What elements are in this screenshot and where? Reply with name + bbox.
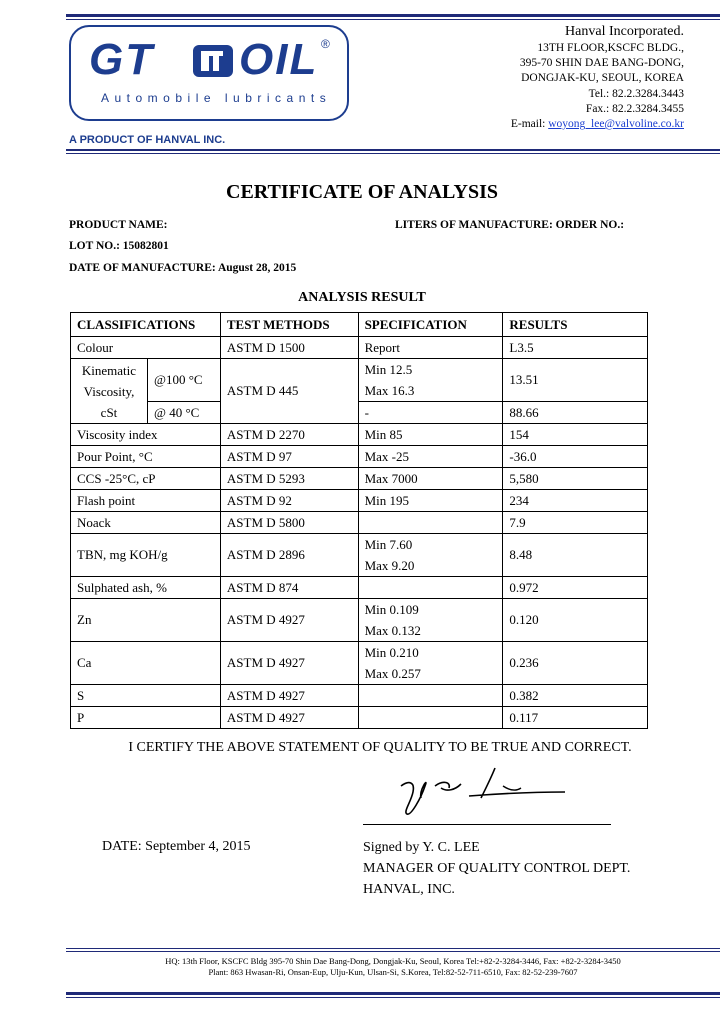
header-test-methods: TEST METHODS [220,313,358,337]
cell-result: 7.9 [503,512,648,534]
cell-spec [358,685,503,707]
footer-hq: HQ: 13th Floor, KSCFC Bldg 395-70 Shin Dae Bang-Dong, Dongjak-Ku, Seoul, Korea Tel:+82-2-3284-3446, Fax: +82-2-3284-3450 [165,956,621,966]
signer-company: HANVAL, INC. [363,882,455,897]
table-row [71,599,648,642]
cell-result: 154 [503,424,648,446]
spec-max: Max 0.257 [364,666,421,681]
cell-spec: Min 85 [358,424,503,446]
cell-classification: S [71,685,221,707]
cell-method: ASTM D 1500 [220,337,358,359]
signature-line [363,824,611,825]
spec-max: Max 0.132 [364,623,421,638]
cell-result: 13.51 [503,359,648,402]
section-title: ANALYSIS RESULT [298,290,426,305]
oil-can-icon [189,41,237,81]
header-rule-thin [66,19,720,20]
cell-classification: Colour [71,337,221,359]
table-row [71,359,648,402]
spec-max: Max 16.3 [364,383,415,398]
cell-spec: Report [358,337,503,359]
cell-method: ASTM D 4927 [220,707,358,729]
company-logo [69,25,349,121]
company-name: Hanval Incorporated. [565,24,684,39]
company-contact-block [511,23,684,132]
table-row [71,534,648,577]
cell-spec [358,534,503,577]
footer-address [66,956,720,978]
cell-result: 234 [503,490,648,512]
spec-min: Min 0.109 [364,602,419,617]
spec-min: Min 7.60 [364,537,413,552]
cell-spec [358,707,503,729]
bottom-rule-thin [66,997,720,998]
cell-classification: Pour Point, °C [71,446,221,468]
cell-method: ASTM D 5293 [220,468,358,490]
cell-spec [358,359,503,402]
cell-spec: Min 195 [358,490,503,512]
table-row [71,642,648,685]
email-link[interactable]: woyong_lee@valvoline.co.kr [548,118,684,131]
cell-result: 0.117 [503,707,648,729]
cell-method: ASTM D 2270 [220,424,358,446]
logo-tagline: Automobile lubricants [101,91,332,105]
cell-classification: Viscosity index [71,424,221,446]
logo-text-left: GT [89,35,155,84]
cell-method: ASTM D 874 [220,577,358,599]
analysis-table [70,312,648,729]
cell-result: 5,580 [503,468,648,490]
table-row [71,577,648,599]
table-header-row [71,313,648,337]
cell-classification: P [71,707,221,729]
company-address-1: 13TH FLOOR,KSCFC BLDG., [537,42,684,54]
cell-spec [358,642,503,685]
cell-classification: Flash point [71,490,221,512]
cell-classification: Noack [71,512,221,534]
table-row [71,512,648,534]
cell-result: 0.972 [503,577,648,599]
company-tel: Tel.: 82.2.3284.3443 [588,87,684,100]
cell-result: 0.382 [503,685,648,707]
table-row [71,337,648,359]
cell-temp-40: @ 40 °C [147,402,220,424]
cell-result: 0.236 [503,642,648,685]
company-address-2: 395-70 SHIN DAE BANG-DONG, [519,57,684,70]
cell-method: ASTM D 92 [220,490,358,512]
company-email-line [511,117,684,132]
page-title: CERTIFICATE OF ANALYSIS [226,181,498,203]
footer-rule [66,948,720,949]
header-classifications: CLASSIFICATIONS [71,313,221,337]
cell-classification: Ca [71,642,221,685]
certification-statement: I CERTIFY THE ABOVE STATEMENT OF QUALITY TO BE TRUE AND CORRECT. [128,740,632,755]
cell-temp-100: @100 °C [147,359,220,402]
product-name-label: PRODUCT NAME: [69,219,168,231]
table-row [71,468,648,490]
cell-result: L3.5 [503,337,648,359]
cell-spec: Max -25 [358,446,503,468]
cell-spec [358,599,503,642]
signer-title: MANAGER OF QUALITY CONTROL DEPT. [363,861,631,876]
cell-spec [358,577,503,599]
signer-name: Signed by Y. C. LEE [363,840,480,855]
cell-method: ASTM D 4927 [220,599,358,642]
certificate-date: DATE: September 4, 2015 [102,839,251,854]
cell-method: ASTM D 4927 [220,685,358,707]
logo-text-right: OIL [239,35,319,84]
signature [395,762,570,818]
table-row [71,707,648,729]
email-label: E-mail: [510,118,546,131]
product-line: A PRODUCT OF HANVAL INC. [69,134,226,146]
cell-method: ASTM D 5800 [220,512,358,534]
cell-kinematic-viscosity [71,359,148,424]
header-rule [66,14,720,17]
company-fax: Fax.: 82.2.3284.3455 [585,102,684,115]
cell-result: 8.48 [503,534,648,577]
spec-max: Max 9.20 [364,558,415,573]
table-row [71,424,648,446]
header-results: RESULTS [503,313,648,337]
cell-result: 88.66 [503,402,648,424]
manufacture-date: DATE OF MANUFACTURE: August 28, 2015 [69,262,297,274]
header-specification: SPECIFICATION [358,313,503,337]
spec-min: Min 0.210 [364,645,419,660]
footer-plant: Plant: 863 Hwasan-Ri, Onsan-Eup, Ulju-Kun, Ulsan-Si, S.Korea, Tel:82-52-711-6510, Fax: 82-52-239-7607 [208,967,578,977]
divider-rule-thin [66,153,720,154]
cell-classification: Zn [71,599,221,642]
footer-rule-thin [66,951,720,952]
kinematic-label-3: cSt [100,404,118,420]
table-row [71,490,648,512]
cell-spec: - [358,402,503,424]
cell-result: -36.0 [503,446,648,468]
cell-spec: Max 7000 [358,468,503,490]
cell-classification: Sulphated ash, % [71,577,221,599]
cell-classification: TBN, mg KOH/g [71,534,221,577]
cell-method: ASTM D 97 [220,446,358,468]
cell-method: ASTM D 4927 [220,642,358,685]
table-row [71,402,648,424]
cell-spec [358,512,503,534]
signer-block [363,837,630,900]
cell-method: ASTM D 445 [220,359,358,424]
kinematic-label-2: Viscosity, [83,383,135,399]
divider-rule [66,149,720,151]
liters-order-label: LITERS OF MANUFACTURE: ORDER NO.: [395,219,625,231]
spec-min: Min 12.5 [364,362,413,377]
cell-method: ASTM D 2896 [220,534,358,577]
cell-result: 0.120 [503,599,648,642]
table-row [71,446,648,468]
registered-mark: ® [321,37,330,51]
cell-classification: CCS -25°C, cP [71,468,221,490]
lot-number: LOT NO.: 15082801 [69,240,169,252]
company-address-3: DONGJAK-KU, SEOUL, KOREA [521,72,684,85]
bottom-rule [66,992,720,995]
kinematic-label-1: Kinematic [81,362,137,378]
table-row [71,685,648,707]
